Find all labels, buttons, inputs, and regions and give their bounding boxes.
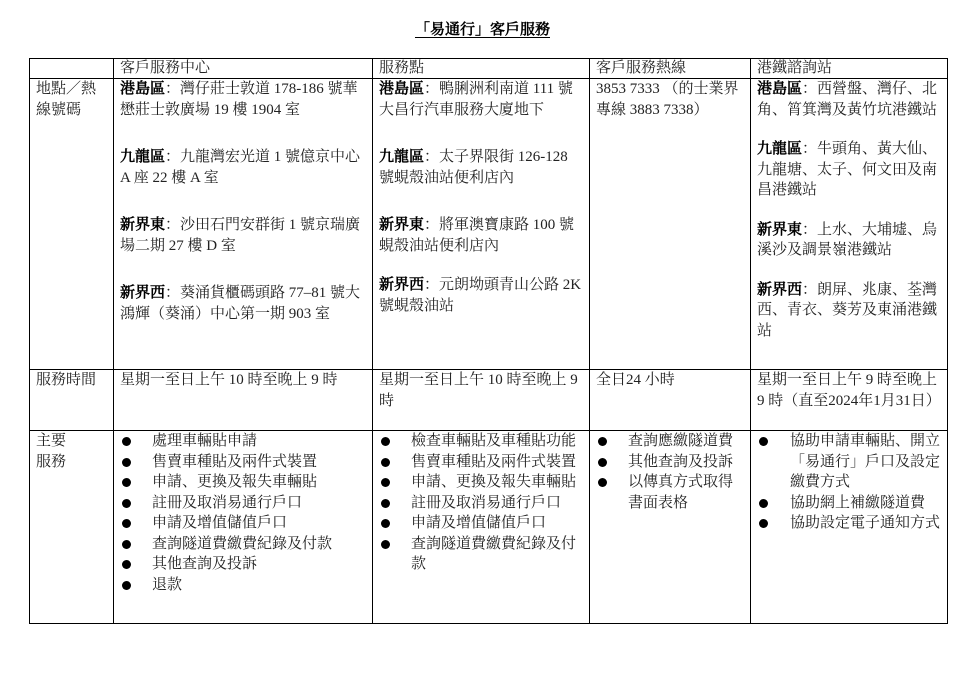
hotline-services — [590, 431, 751, 624]
service-centre-services — [114, 431, 373, 624]
service-point-locations — [373, 79, 590, 370]
location-entry: 港島區：西營盤、灣仔、北角、筲箕灣及黃竹坑港鐵站 — [757, 81, 938, 118]
service-item: 以傳真方式取得書面表格 — [596, 472, 745, 513]
header-hotline: 客戶服務熱線 — [590, 59, 751, 79]
service-item: 申請及增值儲值戶口 — [120, 513, 367, 534]
location-entry: 新界東：將軍澳寶康路 100 號蜆殼油站便利店內 — [379, 217, 575, 254]
row-label-hours: 服務時間 — [30, 370, 114, 431]
service-point-services — [373, 431, 590, 624]
row-label-services: 主要服務 — [30, 431, 114, 624]
location-entry: 九龍區：牛頭角、黃大仙、九龍塘、太子、何文田及南昌港鐵站 — [757, 141, 938, 198]
hotline-hours: 全日24 小時 — [590, 370, 751, 431]
service-centre-hours: 星期一至日上午 10 時至晚上 9 時 — [114, 370, 373, 431]
location-entry: 新界東：沙田石門安群街 1 號京瑞廣場二期 27 樓 D 室 — [120, 217, 361, 254]
service-item: 協助申請車輛貼、開立「易通行」戶口及設定繳費方式 — [757, 431, 942, 493]
service-item: 申請及增值儲值戶口 — [379, 513, 584, 534]
header-empty — [30, 59, 114, 79]
location-entry: 新界東：上水、大埔墟、烏溪沙及調景嶺港鐵站 — [757, 221, 938, 258]
service-item: 申請、更換及報失車輛貼 — [379, 472, 584, 493]
header-service-centre: 客戶服務中心 — [114, 59, 373, 79]
service-item: 退款 — [120, 575, 367, 596]
hotline-number: 3853 7333 （的士業界專線 3883 7338） — [590, 79, 751, 370]
location-entry: 九龍區：太子界限街 126-128 號蜆殼油站便利店內 — [379, 149, 568, 186]
service-item: 協助網上補繳隧道費 — [757, 493, 942, 514]
mtr-hours: 星期一至日上午 9 時至晚上 9 時（直至2024年1月31日） — [751, 370, 948, 431]
location-entry: 港島區：鴨脷洲利南道 111 號大昌行汽車服務大廈地下 — [379, 81, 573, 118]
service-item: 售賣車種貼及兩件式裝置 — [379, 452, 584, 473]
mtr-locations — [751, 79, 948, 370]
header-mtr: 港鐵諮詢站 — [751, 59, 948, 79]
customer-service-table — [29, 58, 948, 624]
service-item: 查詢應繳隧道費 — [596, 431, 745, 452]
hours-row — [30, 370, 948, 431]
location-entry: 新界西：葵涌貨櫃碼頭路 77–81 號大鴻輝（葵涌）中心第一期 903 室 — [120, 285, 361, 322]
service-item: 註冊及取消易通行戶口 — [120, 493, 367, 514]
service-item: 申請、更換及報失車輛貼 — [120, 472, 367, 493]
document-title: 「易通行」客戶服務 — [414, 22, 550, 38]
service-centre-locations — [114, 79, 373, 370]
location-entry: 港島區：灣仔莊士敦道 178-186 號華懋莊士敦廣場 19 樓 1904 室 — [120, 81, 358, 118]
location-entry: 新界西：朗屏、兆康、荃灣西、青衣、葵芳及東涌港鐵站 — [757, 281, 938, 339]
service-item: 檢查車輛貼及車種貼功能 — [379, 431, 584, 452]
location-entry: 新界西：元朗坳頭青山公路 2K 號蜆殼油站 — [379, 277, 582, 314]
header-row — [30, 59, 948, 79]
mtr-services — [751, 431, 948, 624]
row-label-location: 地點／熱線號碼 — [30, 79, 114, 370]
service-item: 協助設定電子通知方式 — [757, 513, 942, 534]
service-item: 處理車輛貼申請 — [120, 431, 367, 452]
service-item: 註冊及取消易通行戶口 — [379, 493, 584, 514]
service-item: 查詢隧道費繳費紀錄及付款 — [379, 534, 584, 575]
service-item: 查詢隧道費繳費紀錄及付款 — [120, 534, 367, 555]
service-item: 其他查詢及投訴 — [120, 554, 367, 575]
service-item: 售賣車種貼及兩件式裝置 — [120, 452, 367, 473]
service-item: 其他查詢及投訴 — [596, 452, 745, 473]
location-entry: 九龍區：九龍灣宏光道 1 號億京中心 A 座 22 樓 A 室 — [120, 149, 361, 186]
services-row — [30, 431, 948, 624]
header-service-points: 服務點 — [373, 59, 590, 79]
location-row — [30, 79, 948, 370]
service-point-hours: 星期一至日上午 10 時至晚上 9 時 — [373, 370, 590, 431]
